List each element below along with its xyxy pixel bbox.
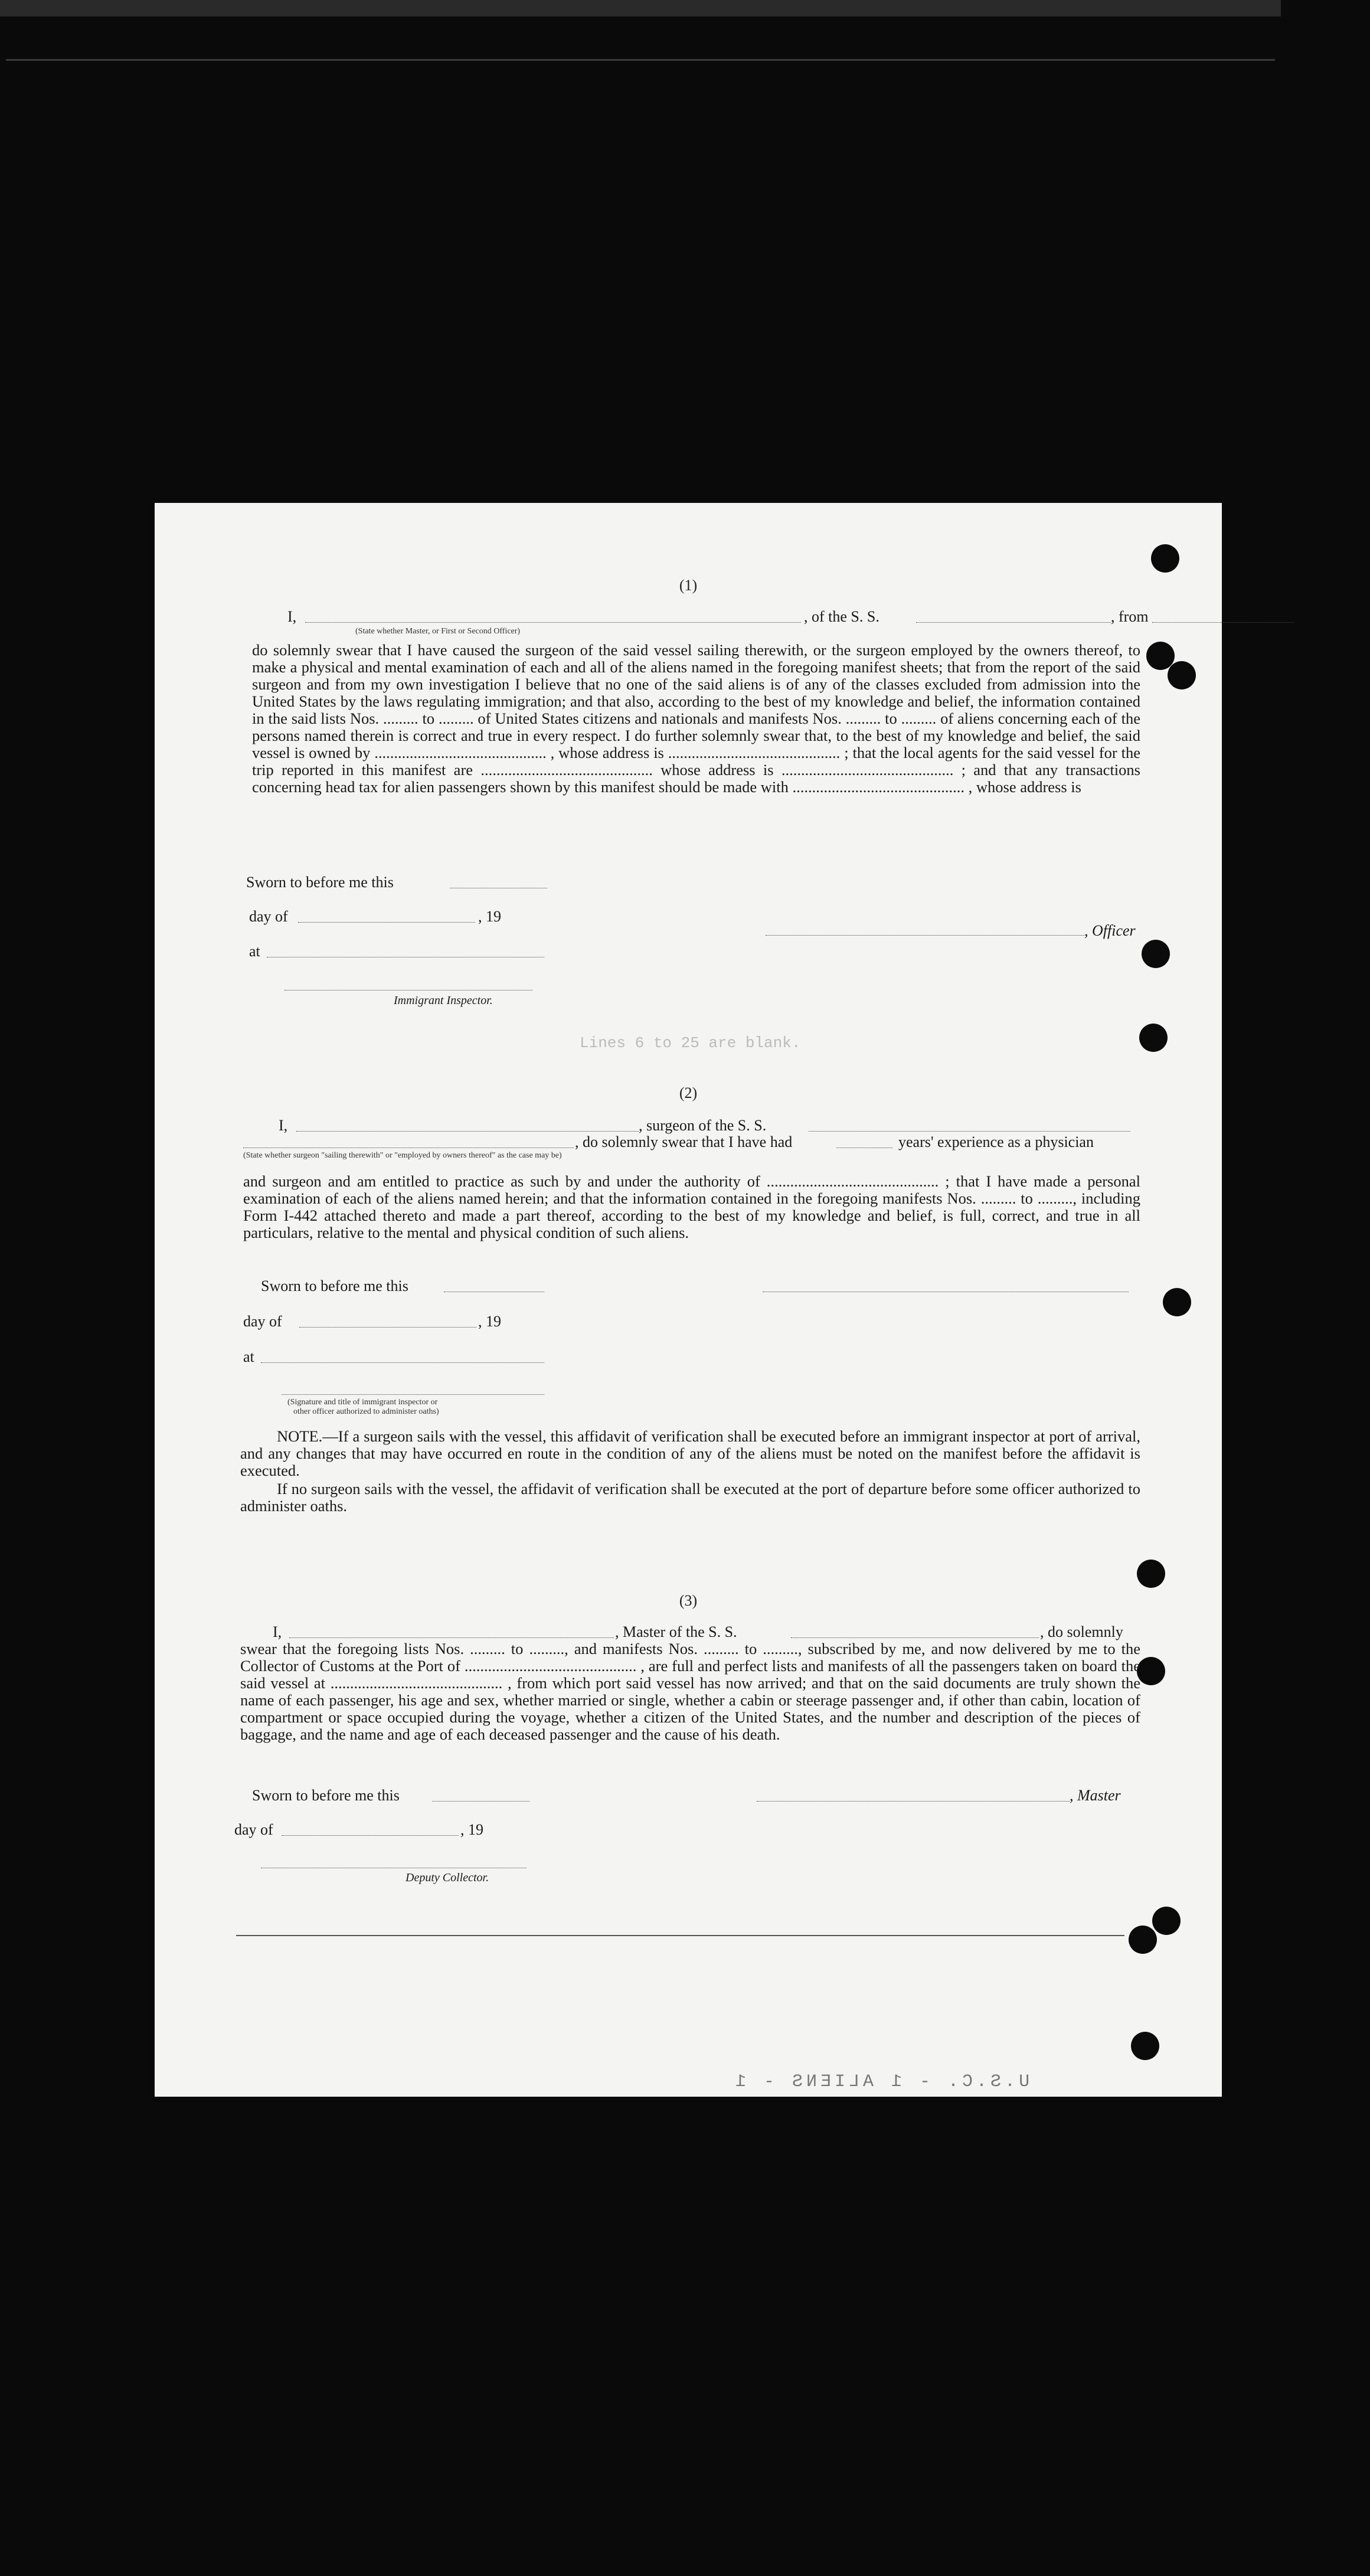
s2-day-of: day of — [243, 1313, 282, 1330]
s2-inspector-blank — [282, 1394, 544, 1395]
mirrored-footer-strip: U.S.C. - 1 ALIENS - 1 — [732, 2072, 1030, 2092]
film-top-edge — [0, 0, 1281, 17]
manifest-affidavit-page — [155, 503, 1222, 2097]
s2-years: years' experience as a physician — [898, 1133, 1094, 1150]
s2-surgeon-of: , surgeon of the S. S. — [639, 1117, 767, 1134]
s3-sworn: Sworn to before me this — [252, 1787, 400, 1804]
s3-master-label: , Master — [1070, 1787, 1121, 1804]
s2-ship-blank — [809, 1131, 1130, 1132]
s1-name-blank — [305, 622, 801, 623]
s2-year: , 19 — [478, 1313, 501, 1330]
s3-line-i: I, — [273, 1623, 282, 1640]
punch-hole — [1139, 1024, 1168, 1052]
punch-hole — [1137, 1560, 1165, 1588]
punch-hole — [1152, 1907, 1181, 1935]
s3-day-of: day of — [234, 1821, 273, 1838]
section-2-number: (2) — [679, 1084, 698, 1101]
s2-note-2: If no surgeon sails with the vessel, the affidavit of verification shall be executed at the port of departure before some officer authorized to administer oaths. — [240, 1480, 1140, 1515]
punch-hole — [1168, 661, 1196, 689]
s3-master-blank — [757, 1801, 1070, 1802]
s2-oath-paragraph: and surgeon and am entitled to practice as such by and under the authority of ............................................ ; that I have made a personal examination of each of the aliens named herein; and that the information contained in the foregoing manifests Nos. ......... to ........., including Form I-442 attached thereto and made a part thereof, according to the best of my knowledge and belief, is full, correct, and true in all particulars, relative to the mental and physical condition of such aliens. — [243, 1172, 1140, 1241]
section-1-number: (1) — [679, 577, 698, 594]
s3-ship-blank — [791, 1637, 1039, 1638]
s2-line-i: I, — [279, 1117, 288, 1134]
section-3-number: (3) — [679, 1592, 698, 1609]
punch-hole — [1131, 2032, 1159, 2060]
s1-at: at — [249, 943, 260, 960]
s1-sworn: Sworn to before me this — [246, 874, 394, 891]
s2-note: NOTE.—If a surgeon sails with the vessel, this affidavit of verification shall be executed before an immigrant inspector at port of arrival, and any changes that may have occurred en route in the condition of any of the aliens must be noted on the manifest before the affidavit is executed. — [240, 1427, 1140, 1479]
s2-title-hint: (State whether surgeon "sailing therewith" or "employed by owners thereof" as the case may be) — [243, 1151, 562, 1160]
s3-name-blank — [289, 1637, 614, 1638]
punch-hole — [1142, 940, 1170, 968]
s1-title-hint: (State whether Master, or First or Second Officer) — [355, 627, 521, 636]
s2-sig-hint-1: (Signature and title of immigrant inspector or — [287, 1398, 438, 1407]
s1-of-ss: , of the S. S. — [804, 608, 879, 625]
s3-solemnly: , do solemnly — [1040, 1623, 1123, 1640]
s1-from-blank — [1152, 622, 1294, 623]
s1-officer-blank — [766, 935, 1084, 936]
s2-sig-hint-2: other officer authorized to administer oaths) — [293, 1407, 439, 1416]
s2-sworn: Sworn to before me this — [261, 1277, 408, 1294]
s1-day-of: day of — [249, 908, 288, 925]
s1-ship-blank — [916, 622, 1111, 623]
s1-officer-label: , Officer — [1084, 922, 1136, 939]
s3-deputy-label: Deputy Collector. — [406, 1871, 489, 1884]
s1-day-blank — [298, 922, 475, 923]
s3-year: , 19 — [460, 1821, 483, 1838]
s2-swear: , do solemnly swear that I have had — [575, 1133, 793, 1150]
s1-year: , 19 — [478, 908, 501, 925]
bottom-rule — [236, 1935, 1124, 1936]
punch-hole — [1129, 1926, 1157, 1954]
s3-sworn-blank — [432, 1801, 529, 1802]
s2-at-blank — [261, 1362, 544, 1363]
s2-at: at — [243, 1348, 254, 1365]
s1-from: , from — [1111, 608, 1149, 625]
s1-line-i: I, — [287, 608, 297, 625]
punch-hole — [1163, 1288, 1191, 1316]
punch-hole — [1151, 544, 1179, 573]
s3-master-of: , Master of the S. S. — [615, 1623, 737, 1640]
film-line — [6, 59, 1275, 61]
s1-oath-paragraph: do solemnly swear that I have caused the surgeon of the said vessel sailing therewith, or the surgeon employed by the owners thereof, to make a physical and mental examination of each and all of the aliens named in the foregoing manifest sheets; that from the report of the said surgeon and from my own investigation I believe that no one of the said aliens is of any of the classes excluded from admission into the United States by the laws regulating immigration; and that also, according to the best of my knowledge and belief, the information contained in the said lists Nos. ......... to ......... of United States citizens and nationals and manifests Nos. ......... to ......... of aliens concerning each of the persons named therein is correct and true in every respect. I do further solemnly swear that, to the best of my knowledge and belief, the said vessel is owned by ............................................ , whose address is ............................................ ; that the local agents for the said vessel for the trip reported in this manifest are ............................................ whose address is ............................................ ; and that any transactions concerning head tax for alien passengers shown by this manifest should be made with ............................................ , whose address is — [252, 641, 1140, 796]
s2-day-blank — [299, 1327, 476, 1328]
s1-inspector-label: Immigrant Inspector. — [394, 994, 493, 1007]
punch-hole — [1137, 1657, 1165, 1685]
s3-day-blank — [282, 1835, 459, 1836]
s2-name-blank — [296, 1131, 639, 1132]
s3-oath-paragraph: swear that the foregoing lists Nos. ......... to ........., and manifests Nos. ......... to ........., subscribed by me, and now delivered by me to the Collector of Customs at the Port of ............................................ , are full and perfect lists and manifests of all the passengers taken on board the said vessel at ............................................ , from which port said vessel has now arrived; and that on the said documents are truly shown the name of each passenger, his age and sex, whether married or single, whether a cabin or steerage passenger and, if other than cabin, location of compartment or space occupied during the voyage, whether a citizen of the United States, and the number and description of the pieces of baggage, and the name and age of each deceased passenger and the cause of his death. — [240, 1640, 1140, 1743]
bleed-through-text: Lines 6 to 25 are blank. — [580, 1034, 801, 1052]
